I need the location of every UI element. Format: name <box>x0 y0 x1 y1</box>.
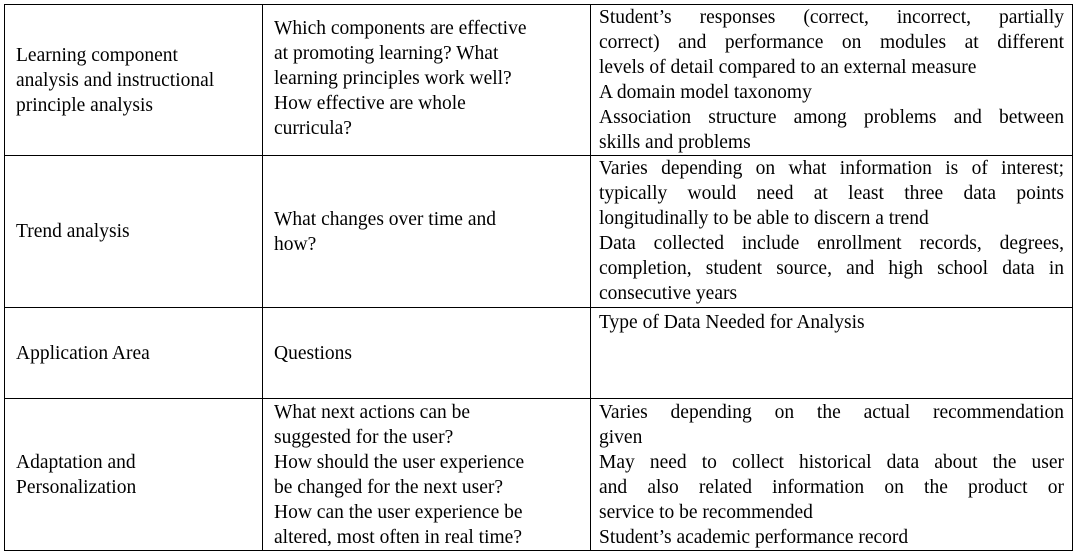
table-row <box>5 308 1073 399</box>
cell-line: Questions <box>274 342 352 364</box>
cell-line: What next actions can be <box>274 402 470 423</box>
cell-line: Data collected include enrollment records, degrees, <box>599 233 1064 254</box>
cell-line: typically would need at least three data points <box>599 183 1064 204</box>
table-row <box>5 156 1073 308</box>
cell-line: at promoting learning? What <box>274 43 499 64</box>
cell-line: What changes over time and <box>274 208 496 230</box>
table-row <box>5 399 1073 551</box>
cell-line: skills and problems <box>599 132 751 153</box>
cell-line: completion, student source, and high school data in <box>599 258 1064 279</box>
cell-line: Personalization <box>16 476 137 498</box>
cell-line: Student’s academic performance record <box>599 527 909 548</box>
data-needed-cell <box>591 5 1073 156</box>
data-needed-cell <box>591 399 1073 551</box>
cell-line: Association structure among problems and between <box>599 107 1064 128</box>
cell-line: Application Area <box>16 342 150 364</box>
cell-line: How can the user experience be <box>274 502 523 523</box>
cell-line: curricula? <box>274 118 352 139</box>
cell-line: given <box>599 427 643 448</box>
application-area-cell <box>5 156 263 308</box>
data-needed-header <box>591 308 1073 399</box>
analysis-table <box>4 4 1073 551</box>
cell-line: analysis and instructional <box>16 69 215 91</box>
cell-line: service to be recommended <box>599 502 813 523</box>
questions-header <box>263 308 591 399</box>
cell-line: How effective are whole <box>274 93 466 114</box>
questions-cell <box>263 399 591 551</box>
cell-line: Varies depending on the actual recommendation <box>599 402 1064 423</box>
cell-line: and also related information on the product or <box>599 477 1064 498</box>
questions-cell <box>263 156 591 308</box>
table-row <box>5 5 1073 156</box>
cell-line: Which components are effective <box>274 18 527 39</box>
cell-line: correct) and performance on modules at different <box>599 32 1064 53</box>
cell-line: altered, most often in real time? <box>274 527 522 548</box>
cell-line: How should the user experience <box>274 452 525 473</box>
cell-line: be changed for the next user? <box>274 477 504 498</box>
questions-cell <box>263 5 591 156</box>
cell-line: longitudinally to be able to discern a trend <box>599 208 929 229</box>
cell-line: consecutive years <box>599 283 738 304</box>
cell-line: Adaptation and <box>16 451 136 473</box>
application-area-cell <box>5 399 263 551</box>
cell-line: how? <box>274 233 317 255</box>
application-area-header <box>5 308 263 399</box>
cell-line: levels of detail compared to an external measure <box>599 57 977 78</box>
cell-line: Learning component <box>16 44 178 66</box>
cell-line: A domain model taxonomy <box>599 82 812 103</box>
cell-line: learning principles work well? <box>274 68 512 89</box>
cell-line: Type of Data Needed for Analysis <box>599 312 865 333</box>
cell-line: Varies depending on what information is of interest; <box>599 158 1064 179</box>
cell-line: principle analysis <box>16 94 154 116</box>
application-area-cell <box>5 5 263 156</box>
data-needed-cell <box>591 156 1073 308</box>
cell-line: suggested for the user? <box>274 427 454 448</box>
cell-line: Student’s responses (correct, incorrect, partially <box>599 7 1064 28</box>
cell-line: Trend analysis <box>16 221 130 242</box>
cell-line: May need to collect historical data about the user <box>599 452 1064 473</box>
